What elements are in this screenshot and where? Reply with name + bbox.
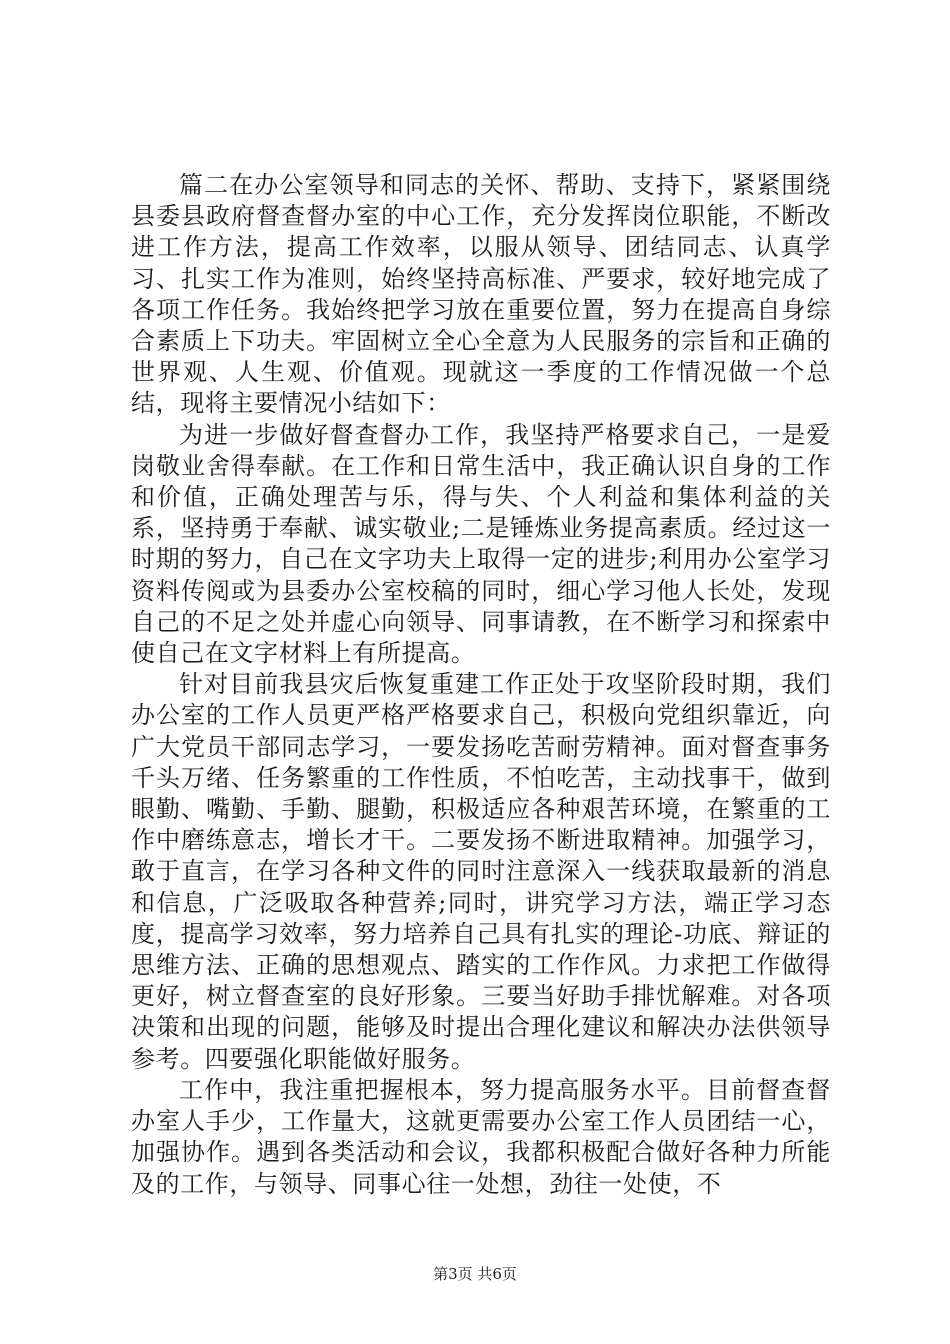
page-footer: 第3页 共6页	[433, 1265, 517, 1283]
paragraph-4: 工作中，我注重把握根本，努力提高服务水平。目前督查督办室人手少，工作量大，这就更需要办公室工作人员团结一心，加强协作。遇到各类活动和会议，我都积极配合做好各种力所能及的工作，与领导、同事心往一处想，劲往一处使，不	[131, 1075, 831, 1198]
paragraph-3: 针对目前我县灾后恢复重建工作正处于攻坚阶段时期，我们办公室的工作人员更严格严格要求自己，积极向党组织靠近，向广大党员干部同志学习，一要发扬吃苦耐劳精神。面对督查事务千头万绪、任务繁重的工作性质，不怕吃苦，主动找事干，做到眼勤、嘴勤、手勤、腿勤，积极适应各种艰苦环境，在繁重的工作中磨练意志，增长才干。二要发扬不断进取精神。加强学习，敢于直言，在学习各种文件的同时注意深入一线获取最新的消息和信息，广泛吸取各种营养;同时，讲究学习方法，端正学习态度，提高学习效率，努力培养自己具有扎实的理论-功底、辩证的思维方法、正确的思想观点、踏实的工作作风。力求把工作做得更好，树立督查室的良好形象。三要当好助手排忧解难。对各项决策和出现的问题，能够及时提出合理化建议和解决办法供领导参考。四要强化职能做好服务。	[131, 670, 831, 1073]
paragraph-1: 篇二在办公室领导和同志的关怀、帮助、支持下，紧紧围绕县委县政府督查督办室的中心工作，充分发挥岗位职能，不断改进工作方法，提高工作效率，以服从领导、团结同志、认真学习、扎实工作为准则，始终坚持高标准、严要求，较好地完成了各项工作任务。我始终把学习放在重要位置，努力在提高自身综合素质上下功夫。牢固树立全心全意为人民服务的宗旨和正确的世界观、人生观、价值观。现就这一季度的工作情况做一个总结，现将主要情况小结如下：	[131, 171, 831, 418]
document-body	[131, 170, 831, 1200]
paragraph-2: 为进一步做好督查督办工作，我坚持严格要求自己，一是爱岗敬业舍得奉献。在工作和日常生活中，我正确认识自身的工作和价值，正确处理苦与乐，得与失、个人利益和集体利益的关系，坚持勇于奉献、诚实敬业;二是锤炼业务提高素质。经过这一时期的努力，自己在文字功夫上取得一定的进步;利用办公室学习资料传阅或为县委办公室校稿的同时，细心学习他人长处，发现自己的不足之处并虚心向领导、同事请教，在不断学习和探索中使自己在文字材料上有所提高。	[131, 420, 831, 668]
